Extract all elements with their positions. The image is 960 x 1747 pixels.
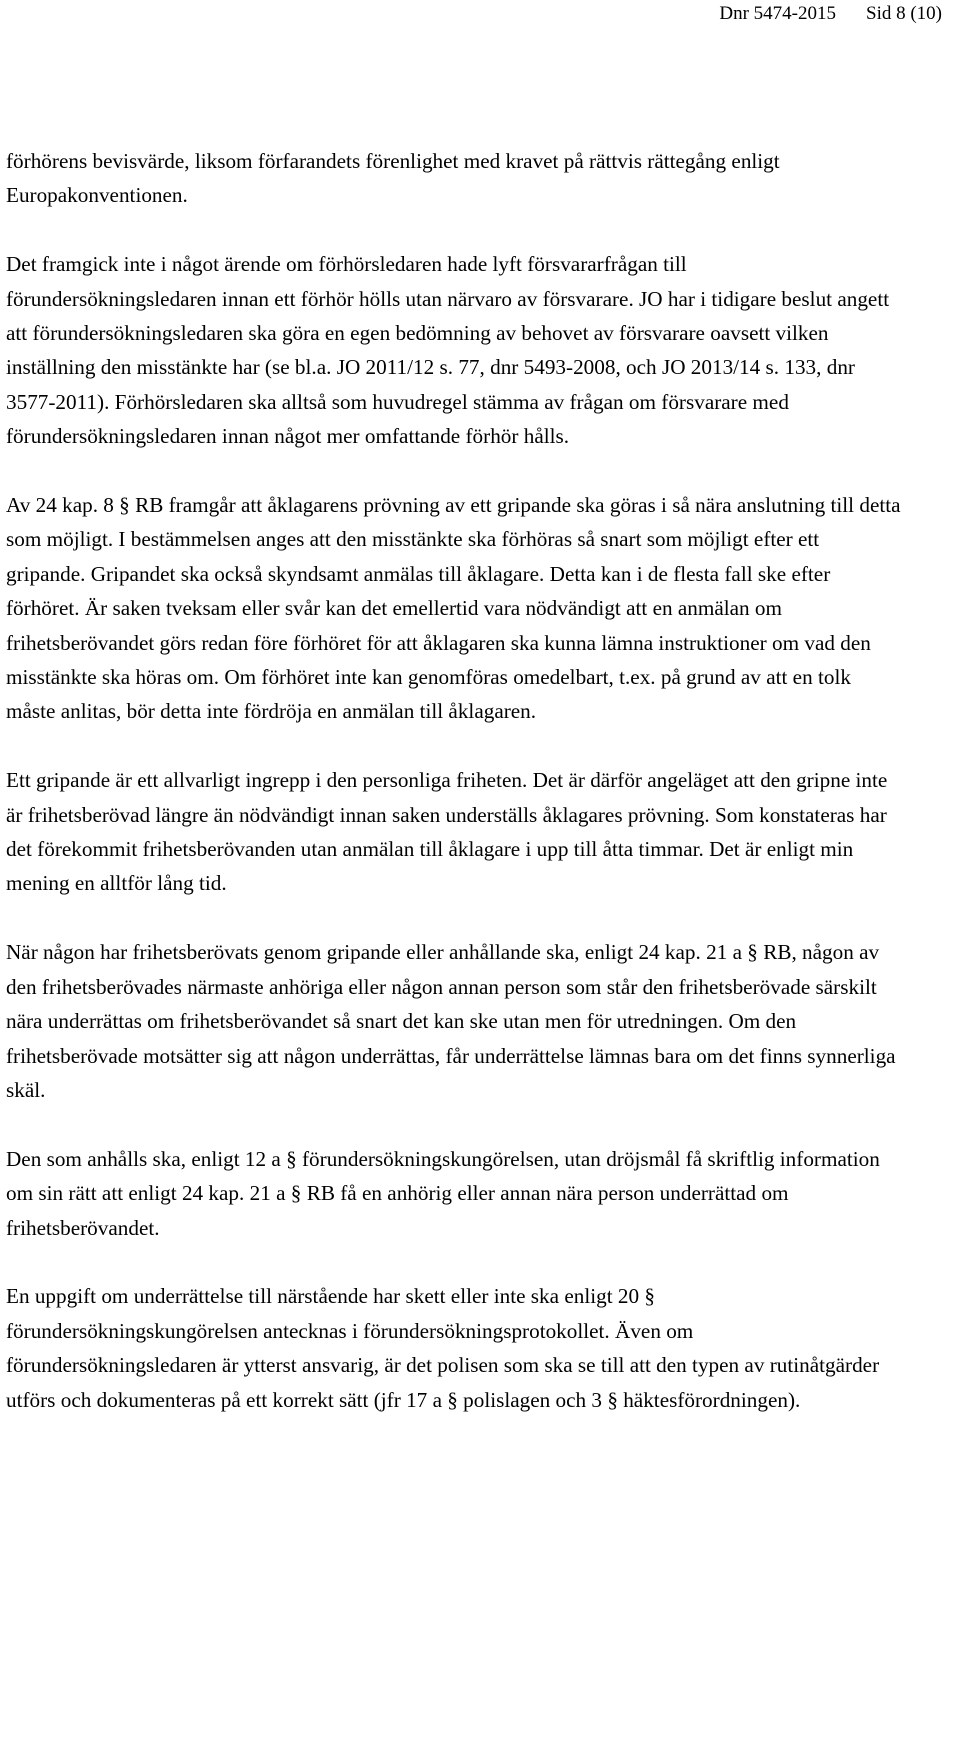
- document-number: Dnr 5474-2015: [719, 3, 836, 24]
- page-number: Sid 8 (10): [866, 3, 942, 24]
- paragraph-1: förhörens bevisvärde, liksom förfarandets förenlighet med kravet på rättvis rättegång enligt Europakonventionen.: [6, 149, 780, 208]
- paragraph-4: Ett gripande är ett allvarligt ingrepp i den personliga friheten. Det är därför angeläget att den gripne inte är frihetsberövad längre än nödvändigt innan saken underställs åklagares prövning. Som konstateras har det förekommit frihetsberövanden utan anmälan till åklagare i upp till åtta timmar. Det är enligt min mening en alltför lång tid.: [6, 768, 888, 896]
- paragraph-3: Av 24 kap. 8 § RB framgår att åklagarens prövning av ett gripande ska göras i så nära anslutning till detta som möjligt. I bestämmelsen anges att den misstänkte ska förhöras så snart som möjligt efter ett gripande. Gripandet ska också skyndsamt anmälas till åklagare. Detta kan i de flesta fall ske efter förhöret. Är saken tveksam eller svår kan det emellertid vara nödvändigt att en anmälan om frihetsberövandet görs redan före förhöret för att åklagaren ska kunna lämna instruktioner om vad den misstänkte ska höras om. Om förhöret inte kan genomföras omedelbart, t.ex. på grund av att en tolk måste anlitas, bör detta inte fördröja en anmälan till åklagaren.: [6, 493, 901, 724]
- paragraph-5: När någon har frihetsberövats genom gripande eller anhållande ska, enligt 24 kap. 21 a § RB, någon av den frihetsberövades närmaste anhöriga eller någon annan person som står den frihetsberövade särskilt nära underrättas om frihetsberövandet så snart det kan ske utan men för utredningen. Om den frihetsberövade motsätter sig att någon underrättas, får underrättelse lämnas bara om det finns synnerliga skäl.: [6, 940, 896, 1102]
- paragraph-6: Den som anhålls ska, enligt 12 a § förundersökningskungörelsen, utan dröjsmål få skriftlig information om sin rätt att enligt 24 kap. 21 a § RB få en anhörig eller annan nära person underrättad om frihetsberövandet.: [6, 1146, 880, 1240]
- page-header: [719, 2, 942, 26]
- paragraph-2: Det framgick inte i något ärende om förhörsledaren hade lyft försvararfrågan till förundersökningsledaren innan ett förhör hölls utan närvaro av försvarare. JO har i tidigare beslut angett att förundersökningsledaren ska göra en egen bedömning av behovet av försvarare oavsett vilken inställning den misstänkte har (se bl.a. JO 2011/12 s. 77, dnr 5493-2008, och JO 2013/14 s. 133, dnr 3577-2011). Förhörsledaren ska alltså som huvudregel stämma av frågan om försvarare med förundersökningsledaren innan något mer omfattande förhör hålls.: [6, 252, 890, 449]
- document-body: [6, 144, 901, 1417]
- paragraph-7: En uppgift om underrättelse till närstående har skett eller inte ska enligt 20 § förundersökningskungörelsen antecknas i förundersökningsprotokollet. Även om förundersökningsledaren är ytterst ansvarig, är det polisen som ska se till att den typen av rutinåtgärder utförs och dokumenteras på ett korrekt sätt (jfr 17 a § polislagen och 3 § häktesförordningen).: [6, 1284, 880, 1412]
